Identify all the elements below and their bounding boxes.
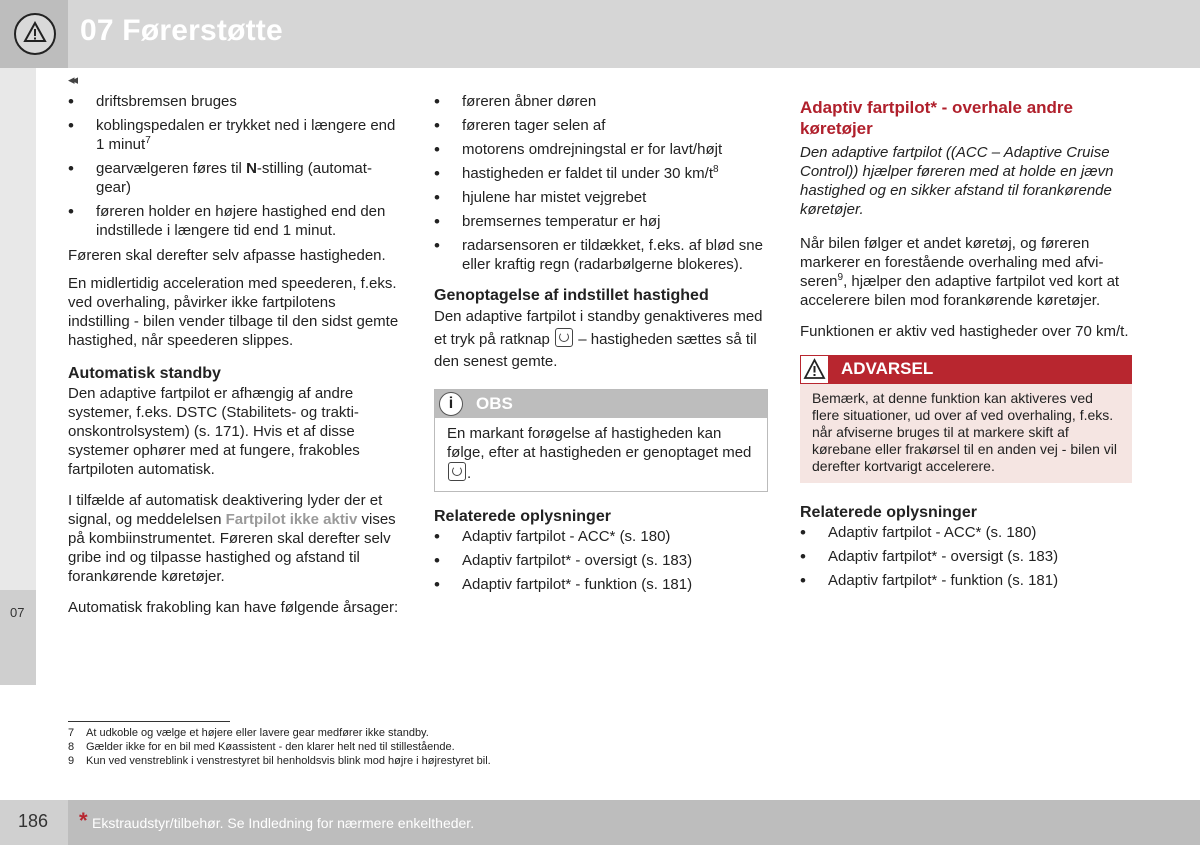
- paragraph: Når bilen følger et andet køretøj, og føreren markerer en forestående overhaling med afviseren$^9$, hjælper den adaptive fartpilot ved kort at accelerere bilen mod forankørende køretøjer.: [800, 235, 1120, 309]
- footnote-divider: [68, 721, 230, 722]
- chapter-header: [0, 0, 1200, 68]
- asterisk-icon: *: [79, 808, 88, 833]
- page-footer: [0, 800, 1200, 845]
- list-item: • føreren holder en højere hastighed end den indstillede i længere tid end 1 minut.: [68, 202, 400, 240]
- page-number-box: [0, 800, 68, 845]
- warning-header: [800, 355, 1132, 384]
- column-3: [800, 97, 1132, 595]
- paragraph: Automatisk frakobling kan have følgende årsager:: [68, 599, 399, 616]
- related-link[interactable]: • Adaptiv fartpilot - ACC* (s. 180): [800, 523, 1132, 542]
- chapter-tab-label: 07: [10, 605, 25, 620]
- footer-note: Ekstraudstyr/tilbehør. Se Indledning for nærmere enkeltheder.: [92, 815, 475, 831]
- related-heading: Relaterede oplysninger: [434, 508, 611, 525]
- footnote: 8 Gælder ikke for en bil med Køassistent - den klarer helt ned til stillestående.: [68, 741, 455, 753]
- list-item: • gearvælgeren føres til N-stilling (automatgear): [68, 159, 400, 197]
- page-number: 186: [18, 811, 49, 831]
- warning-title: ADVARSEL: [841, 359, 934, 378]
- causes-list: [434, 92, 768, 274]
- related-list: [800, 523, 1132, 590]
- column-2: [434, 92, 768, 599]
- intro-text: Den adaptive fartpilot ((ACC – Adaptive Cruise Control)) hjælper føreren med at holde en jævn hastighed og en sikker afstand til forankørende køretøjer.: [800, 144, 1114, 218]
- warning-triangle-icon: [800, 355, 829, 384]
- related-link[interactable]: • Adaptiv fartpilot - ACC* (s. 180): [434, 527, 768, 546]
- resume-button-icon: [555, 328, 573, 347]
- note-box: [434, 389, 768, 492]
- list-item: • føreren tager selen af: [434, 116, 768, 135]
- display-message-link[interactable]: Fartpilot ikke aktiv: [225, 511, 358, 528]
- note-text: En markant forøgelse af hastigheden kan følge, efter at hastigheden er genoptaget med .: [447, 425, 752, 482]
- chapter-title: 07 Førerstøtte: [80, 14, 283, 47]
- footnotes: [68, 726, 491, 768]
- section-title: Adaptiv fartpilot* - overhale andre køretøjer: [800, 98, 1073, 138]
- list-item: • hjulene har mistet vejgrebet: [434, 188, 768, 207]
- related-link[interactable]: • Adaptiv fartpilot* - oversigt (s. 183): [800, 547, 1132, 566]
- footnote: 7 At udkoble og vælge et højere eller lavere gear medfører ikke standby.: [68, 727, 429, 739]
- chapter-tab[interactable]: [0, 590, 36, 685]
- back-arrows-icon[interactable]: ◂◂: [68, 72, 76, 87]
- note-header: [435, 390, 767, 418]
- related-link[interactable]: • Adaptiv fartpilot* - funktion (s. 181): [800, 571, 1132, 590]
- list-item: • hastigheden er faldet til under 30 $km/t^8$: [434, 164, 768, 183]
- warning-box: [800, 355, 1132, 483]
- section-heading: Genoptagelse af indstillet hastighed: [434, 287, 709, 304]
- footnote-ref[interactable]: 9: [837, 272, 844, 283]
- list-item: • driftsbremsen bruges: [68, 92, 400, 111]
- related-link[interactable]: • Adaptiv fartpilot* - funktion (s. 181): [434, 575, 768, 594]
- footnote-ref[interactable]: 8: [713, 164, 719, 175]
- paragraph: En midlertidig acceleration med speederen, f.eks. ved overhaling, påvirker ikke fartpilotens indstilling - bilen vender tilbage til den sidst gemte hastighed, når speederen slippes.: [68, 275, 399, 349]
- column-1: [68, 92, 400, 626]
- causes-list-continued: [68, 92, 400, 240]
- section-heading: Automatisk standby: [68, 365, 221, 382]
- paragraph: Den adaptive fartpilot er afhængig af andre systemer, f.eks. DSTC (Stabilitets- og traktionskontrolsystem) (s. 171). Hvis et af disse systemer ophører med at fungere, frakobles fartpiloten automatisk.: [68, 385, 360, 478]
- list-item: • bremsernes temperatur er høj: [434, 212, 768, 231]
- related-heading: Relaterede oplysninger: [800, 504, 977, 521]
- paragraph: Den adaptive fartpilot i standby genaktiveres med et tryk på ratknap – hastigheden sættes så til den senest gemte.: [434, 308, 763, 370]
- list-item: • føreren åbner døren: [434, 92, 768, 111]
- paragraph: Føreren skal derefter selv afpasse hastigheden.: [68, 247, 386, 264]
- note-title: OBS: [476, 394, 513, 413]
- list-item: • motorens omdrejningstal er for lavt/højt: [434, 140, 768, 159]
- info-icon: i: [439, 392, 463, 416]
- footnote-ref[interactable]: 7: [145, 135, 151, 146]
- paragraph: Funktionen er aktiv ved hastigheder over 70 km/t.: [800, 323, 1129, 340]
- related-link[interactable]: • Adaptiv fartpilot* - oversigt (s. 183): [434, 551, 768, 570]
- list-item: • koblingspedalen er trykket ned i længere end 1 minut$^7$: [68, 116, 400, 154]
- header-icon-box: [0, 0, 68, 68]
- warning-triangle-icon: [14, 13, 56, 55]
- footnote: 9 Kun ved venstreblink i venstrestyret bil henholdsvis blink mod højre i højrestyret bil.: [68, 755, 491, 767]
- resume-button-icon: [448, 462, 466, 481]
- paragraph: I tilfælde af automatisk deaktivering lyder der et signal, og meddelelsen Fartpilot ikke aktiv vises på kombiinstrumentet. Føreren skal derefter selv gribe ind og tilpasse hastighed og afstand til forankørende køretøjer.: [68, 492, 396, 585]
- list-item: • radarsensoren er tildækket, f.eks. af blød sne eller kraftig regn (radarbølgerne blokeres).: [434, 236, 768, 274]
- related-list: [434, 527, 768, 594]
- warning-text: Bemærk, at denne funktion kan aktiveres ved flere situationer, ud over af ved overhaling, f.eks. når afviserne bruges til at markere skift af kørebane eller frakørsel til en anden vej - bilen vil derefter kortvarigt accelerere.: [800, 384, 1132, 483]
